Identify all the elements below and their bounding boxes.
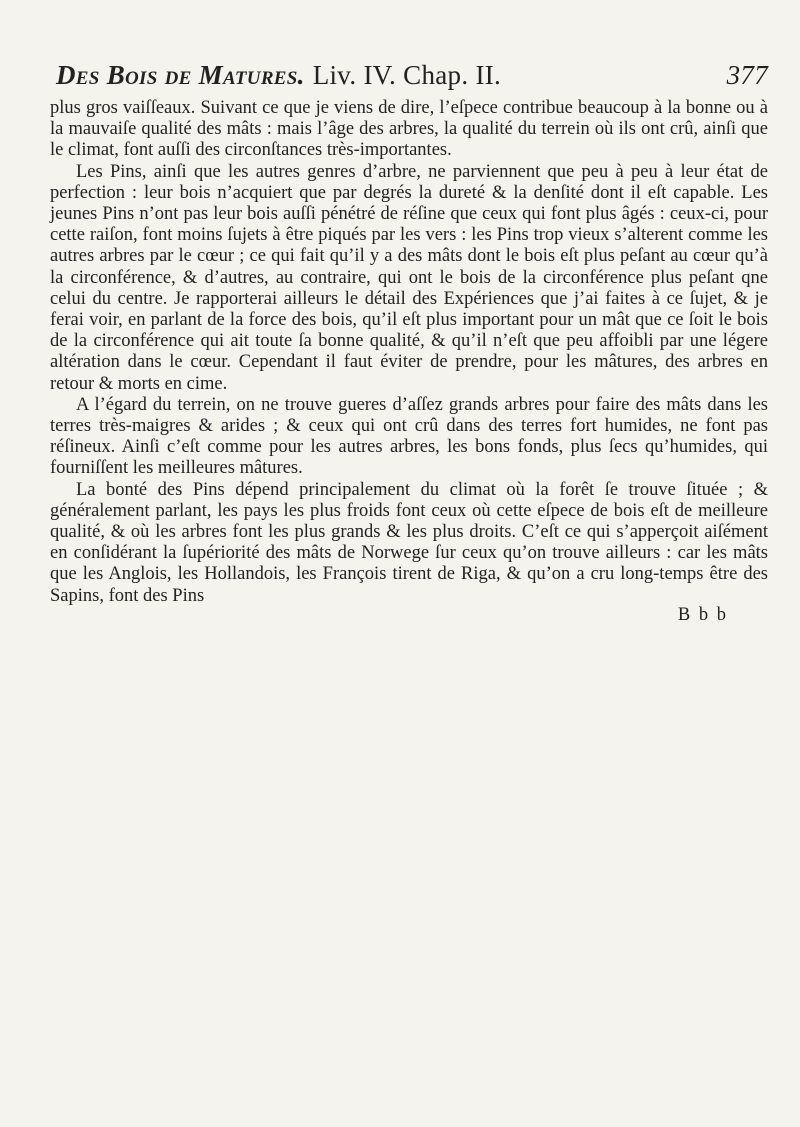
paragraph-3: A l’égard du terrein, on ne trouve gueres d’aſſez grands arbres pour faire des mâts dans les terres très-maigres & arides ; & ceux qui ont crû dans des terres fort humides, ne font pas réſineux. Ainſi c’eſt comme pour les autres arbres, les bons fonds, plus ſecs qu’humides, qui fourniſſent les meilleures mâtures. bbox=[50, 394, 768, 479]
paragraph-4: La bonté des Pins dépend principalement du climat où la forêt ſe trouve ſituée ; & généralement parlant, les pays les plus froids font ceux où cette eſpece de bois eſt de meilleure qualité, & où les arbres font les plus grands & les plus droits. C’eſt ce qui s’apperçoit aiſément en conſidérant la ſupériorité des mâts de Norwege ſur ceux qu’on trouve ailleurs : car les mâts que les Anglois, les Hollandois, les François tirent de Riga, & qu’on a cru long-temps être des Sapins, font des Pins bbox=[50, 479, 768, 606]
running-header bbox=[56, 60, 768, 96]
signature-mark: B b b bbox=[677, 604, 728, 625]
paragraph-2: Les Pins, ainſi que les autres genres d’arbre, ne parviennent que peu à peu à leur état de perfection : leur bois n’acquiert que par degrés la dureté & la denſité dont il eſt capable. Les jeunes Pins n’ont pas leur bois auſſi pénétré de réſine que ceux qui font plus âgés : ceux-ci, pour cette raiſon, font moins ſujets à être piqués par les vers : les Pins trop vieux s’alterent comme les autres arbres par le cœur ; ce qui fait qu’il y a des mâts dont le bois eſt plus peſant au cœur qu’à la circonférence, & d’autres, au contraire, qui ont le bois de la circonférence plus peſant qne celui du centre. Je rapporterai ailleurs le détail des Expériences que j’ai faites à ce ſujet, & je ferai voir, en parlant de la force des bois, qu’il eſt plus important pour un mât que ce ſoit le bois de la circonférence qui ait toute ſa bonne qualité, & qu’il n’eſt que peu affoibli par une légere altération dans le cœur. Cependant il faut éviter de prendre, pour les mâtures, des arbres en retour & morts en cime. bbox=[50, 161, 768, 394]
running-title: Des Bois de Matures. bbox=[56, 60, 305, 90]
body-text bbox=[50, 98, 768, 607]
page-number: 377 bbox=[726, 60, 768, 90]
chapter-reference: Liv. IV. Chap. II. bbox=[312, 60, 502, 90]
book-page bbox=[50, 60, 768, 626]
paragraph-1: plus gros vaiſſeaux. Suivant ce que je viens de dire, l’eſpece contribue beaucoup à la bonne ou à la mauvaiſe qualité des mâts : mais l’âge des arbres, la qualité du terrein où ils ont crû, ainſi que le climat, font auſſi des circonſtances très-importantes. bbox=[50, 98, 768, 161]
